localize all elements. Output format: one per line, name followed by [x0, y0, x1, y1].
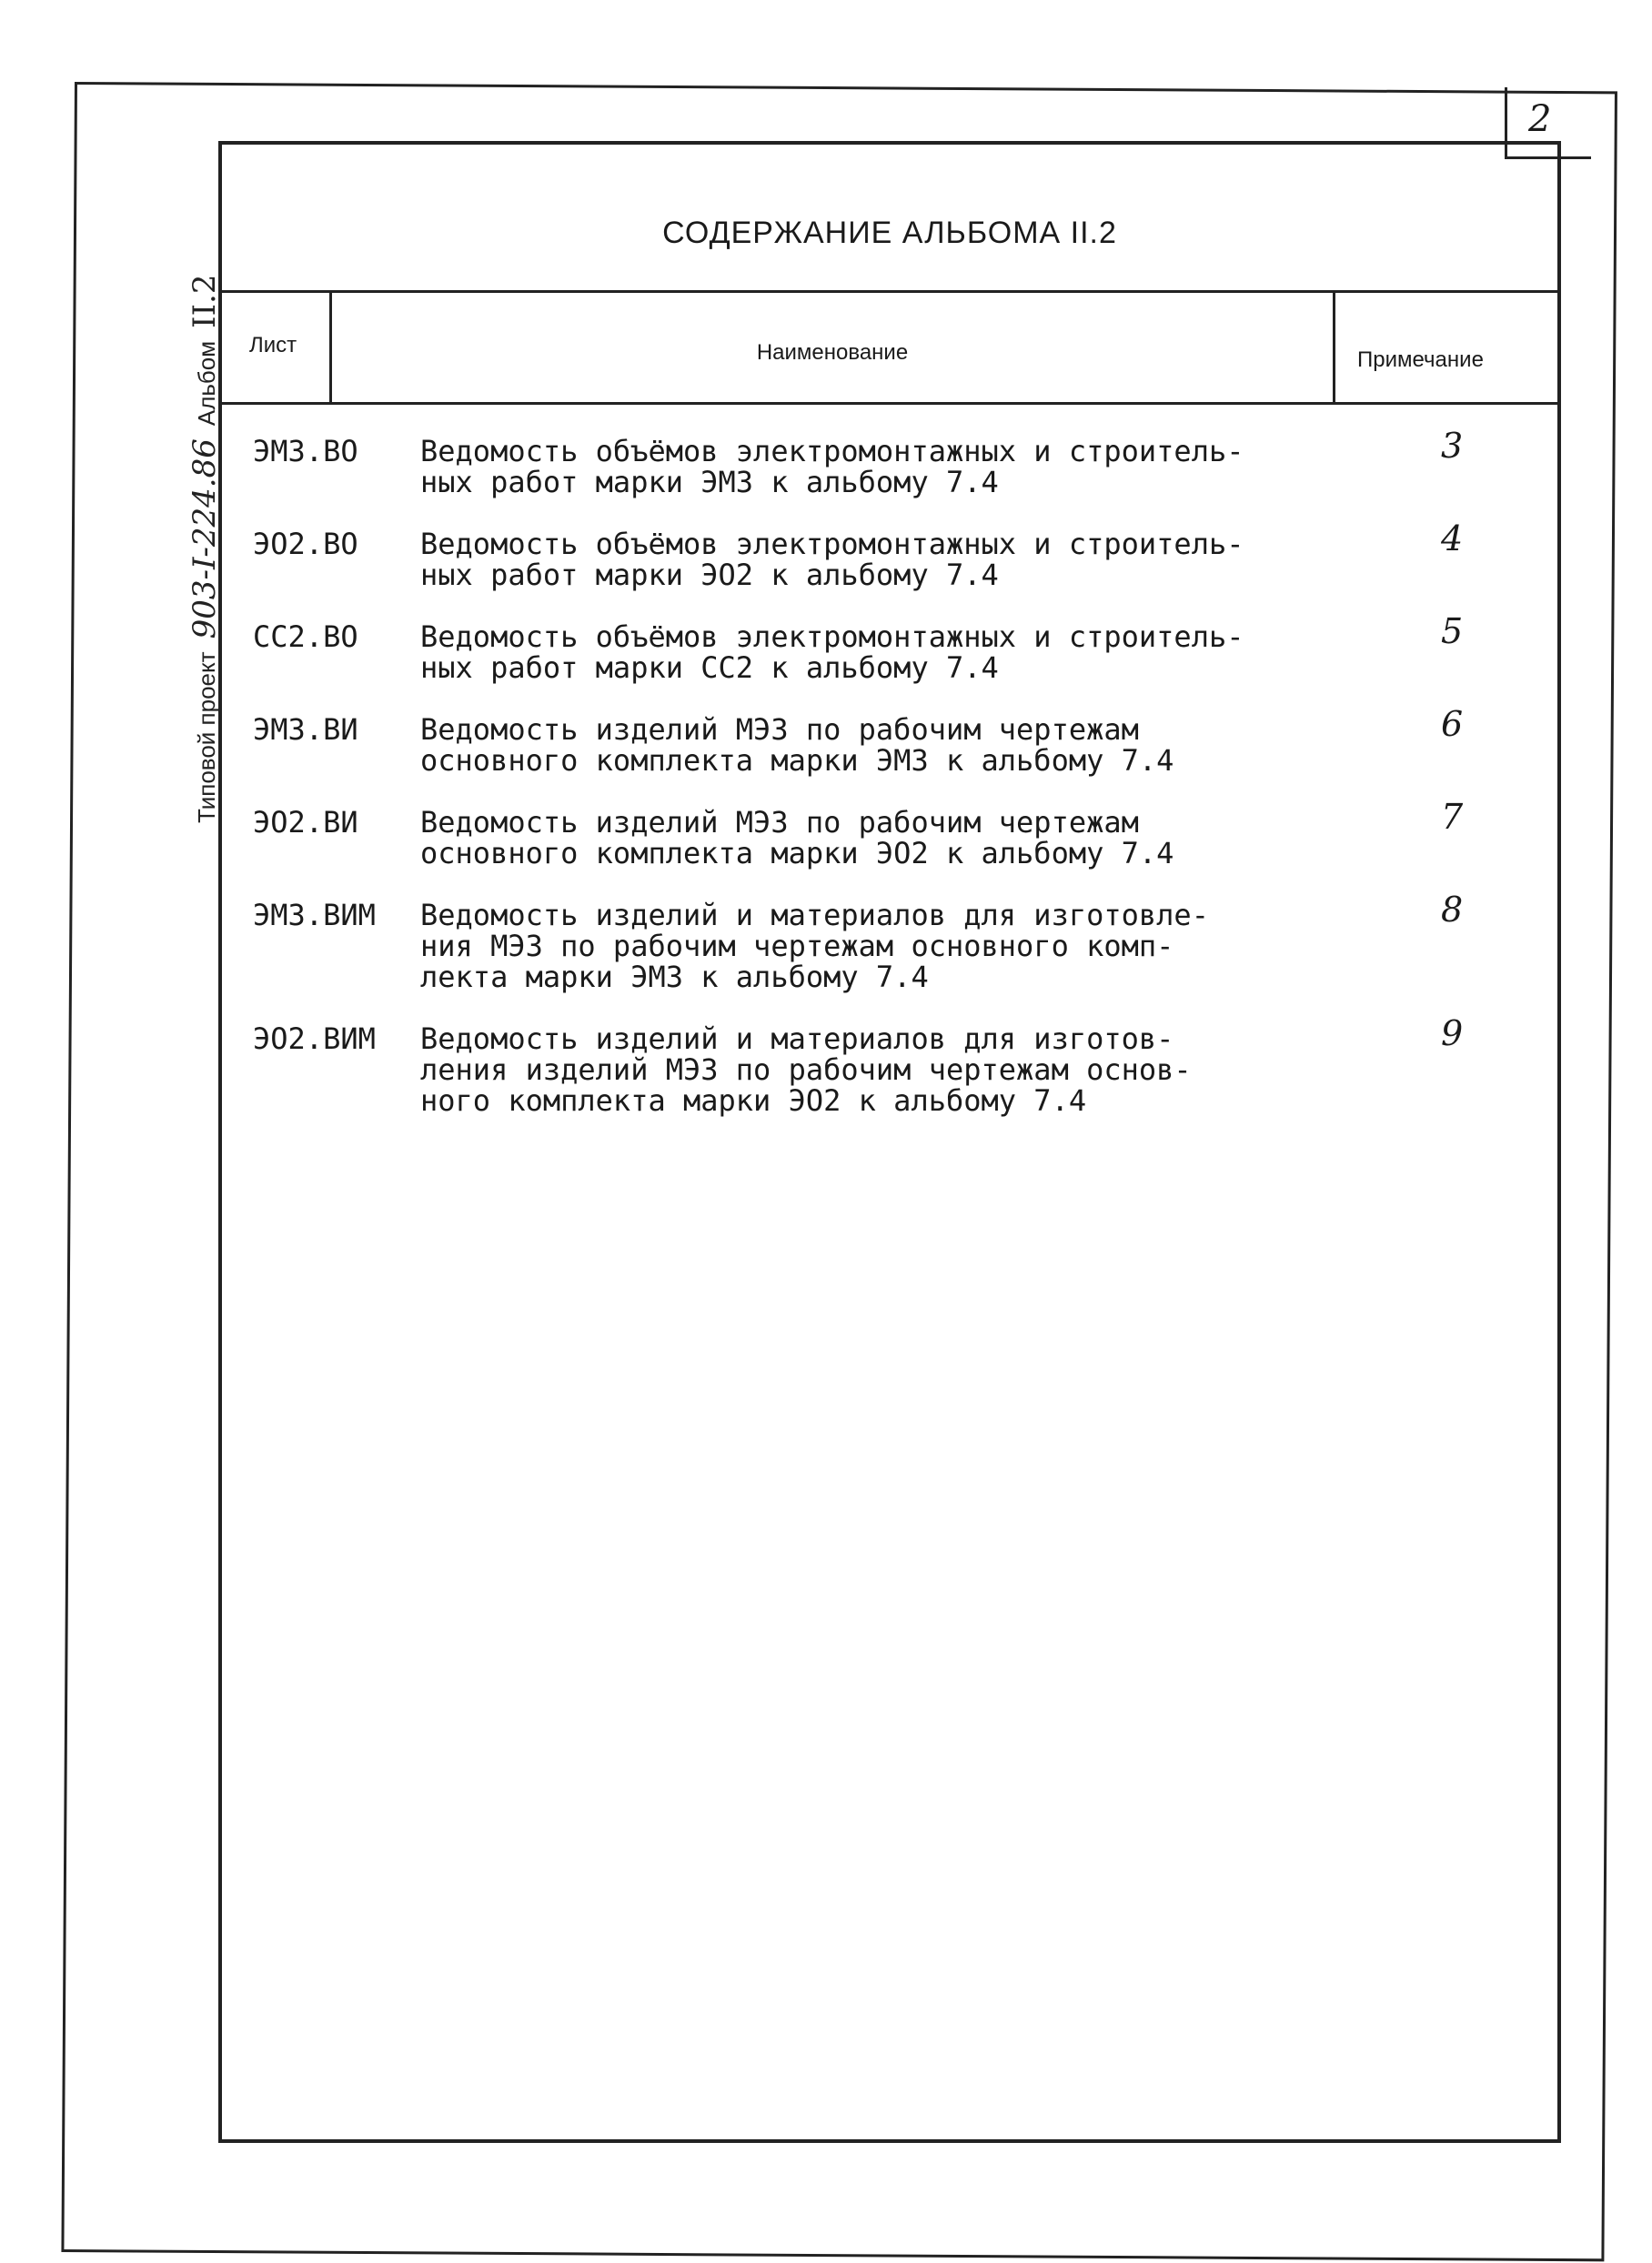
row-note: 4 — [1441, 518, 1464, 558]
row-note: 8 — [1441, 890, 1464, 930]
contents-table — [218, 141, 1561, 2143]
header-note — [1335, 293, 1554, 402]
row-note: 9 — [1441, 1013, 1464, 1053]
stamp-album-label: Альбом — [193, 340, 220, 427]
header-name-label: Наименование — [756, 340, 909, 365]
row-name: Ведомость объёмов электромонтажных и строитель- ных работ марки СС2 к альбому 7.4 — [420, 619, 1244, 685]
row-sheet: ЭМ3.ВИМ — [253, 898, 376, 932]
row-name: Ведомость изделий и материалов для изготов- ления изделий МЭЗ по рабочим чертежам основ- ного комплекта марки ЭО2 к альбому 7.4 — [420, 1021, 1192, 1118]
row-note: 6 — [1441, 704, 1464, 744]
row-sheet: ЭО2.ВО — [253, 527, 358, 561]
stamp-project-label: Типовой проект — [193, 651, 220, 823]
row-name: Ведомость изделий МЭЗ по рабочим чертежам основного комплекта марки ЭО2 к альбому 7.4 — [420, 805, 1174, 870]
row-sheet: ЭО2.ВИМ — [253, 1021, 376, 1056]
row-name: Ведомость объёмов электромонтажных и строитель- ных работ марки ЭМ3 к альбому 7.4 — [420, 434, 1244, 499]
row-sheet: ЭМ3.ВО — [253, 434, 358, 468]
row-name: Ведомость объёмов электромонтажных и строитель- ных работ марки ЭО2 к альбому 7.4 — [420, 527, 1244, 592]
side-stamp — [186, 275, 223, 823]
header-sheet-label: Лист — [249, 333, 297, 357]
row-name: Ведомость изделий и материалов для изготовле- ния МЭЗ по рабочим чертежам основного комп- лекта марки ЭМ3 к альбому 7.4 — [420, 898, 1209, 994]
stamp-project-code: 903-I-224.86 — [186, 438, 223, 639]
row-note: 7 — [1441, 797, 1464, 837]
row-sheet: СС2.ВО — [253, 619, 358, 654]
stamp-album-number: II.2 — [186, 274, 223, 328]
header-note-label: Примечание — [1357, 347, 1484, 372]
row-name: Ведомость изделий МЭЗ по рабочим чертежам основного комплекта марки ЭМ3 к альбому 7.4 — [420, 712, 1174, 778]
row-note: 3 — [1441, 426, 1464, 466]
title-row — [222, 145, 1557, 293]
page-number: 2 — [1528, 98, 1552, 140]
header-sheet — [222, 293, 332, 402]
page-title: СОДЕРЖАНИЕ АЛЬБОМА II.2 — [662, 216, 1117, 250]
header-name — [332, 293, 1335, 402]
table-header — [222, 293, 1557, 405]
row-sheet: ЭМ3.ВИ — [253, 712, 358, 747]
row-sheet: ЭО2.ВИ — [253, 805, 358, 840]
row-note: 5 — [1441, 611, 1464, 651]
